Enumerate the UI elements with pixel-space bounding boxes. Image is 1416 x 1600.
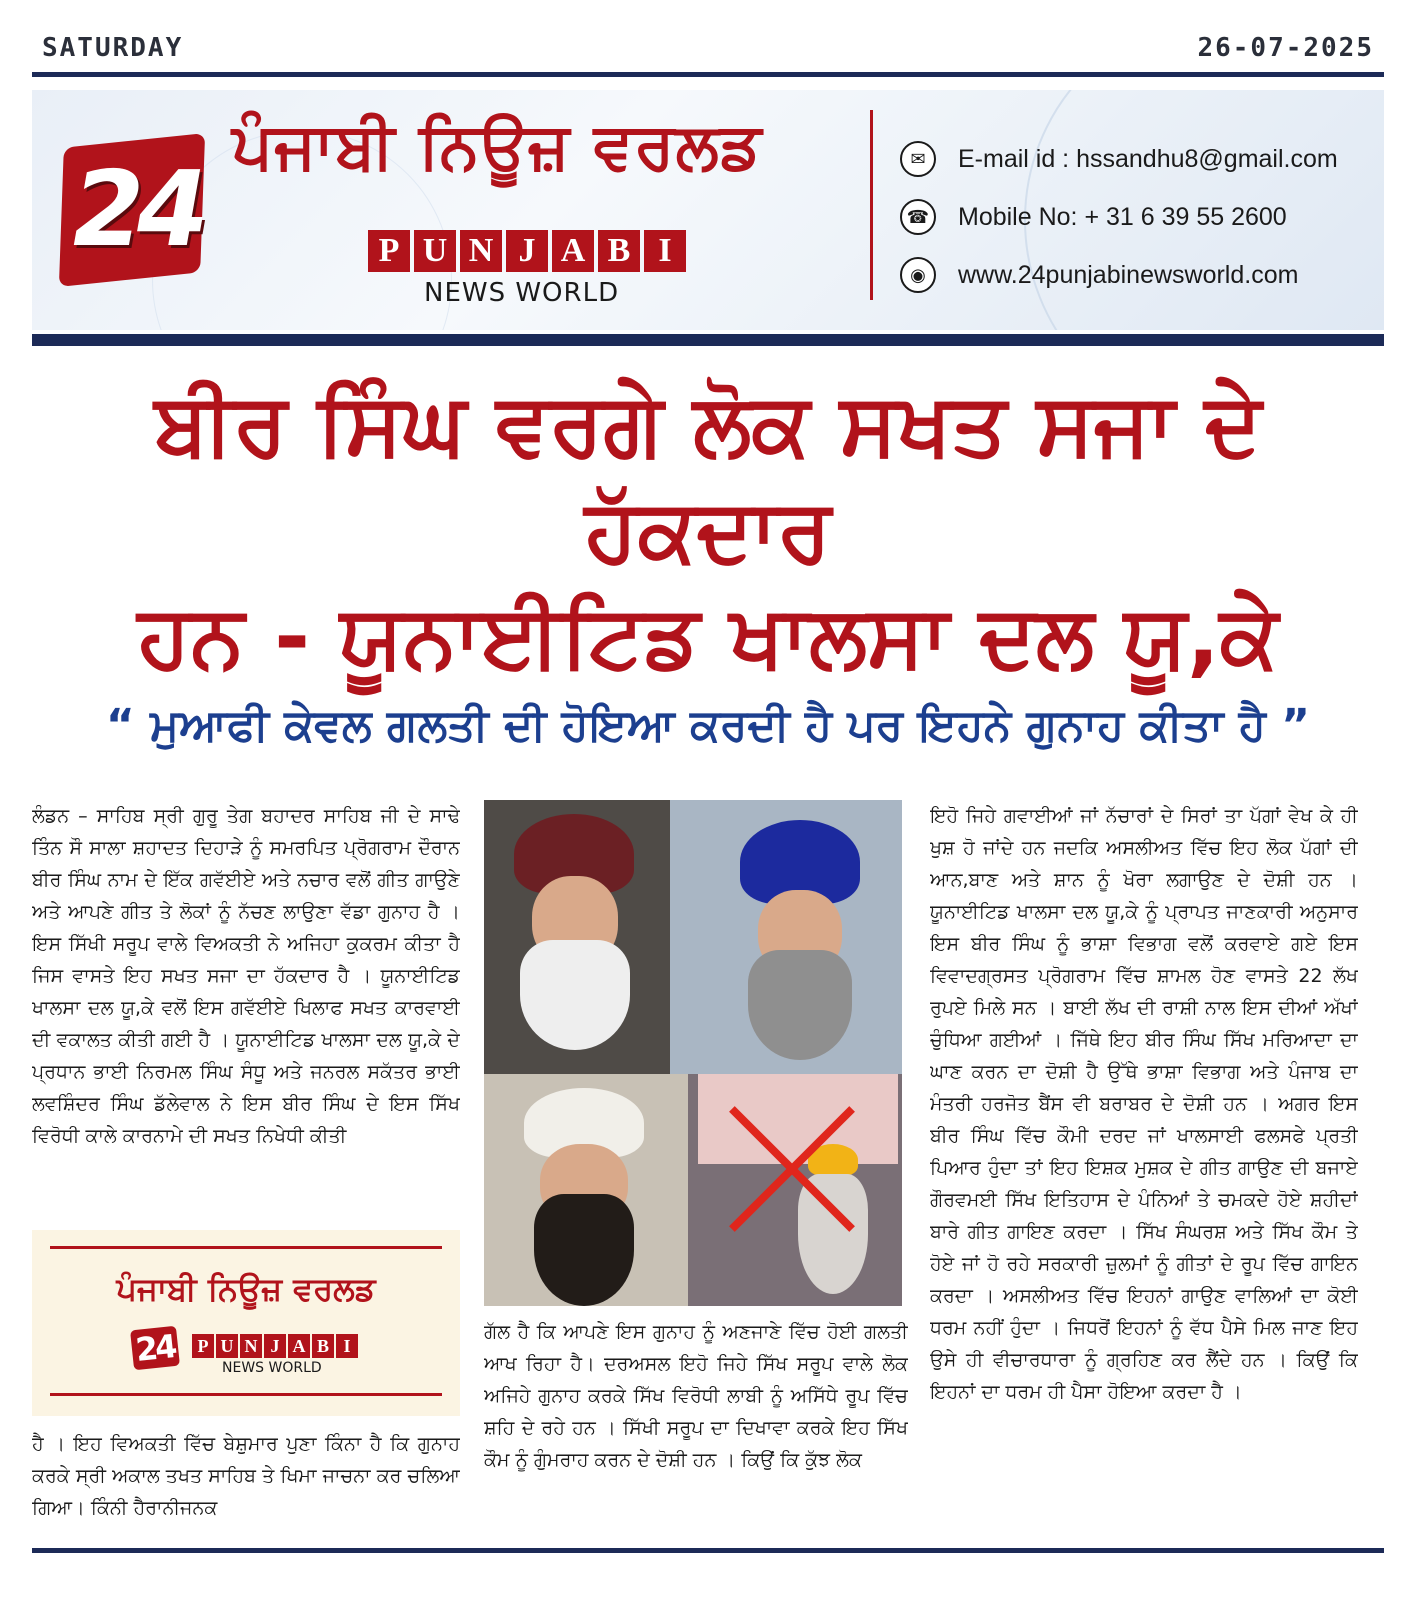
contact-email-text: E-mail id : hssandhu8@gmail.com [958,144,1338,173]
brand-subtitle: NEWS WORLD [424,278,620,308]
date-label: 26-07-2025 [1197,33,1374,63]
brand-letter: A [552,230,594,272]
email-icon: ✉ [900,141,936,177]
globe-icon: ◉ [900,257,936,293]
ad-brand-letter: I [336,1334,358,1358]
beard-shape [748,950,852,1060]
brand-ad-box [32,1230,460,1416]
ad-brand-subtitle: NEWS WORLD [222,1360,322,1376]
phone-icon: ☎ [900,199,936,235]
masthead-rule [32,334,1384,346]
brand-letter: U [414,230,456,272]
ad-brand-letter: N [240,1334,262,1358]
photo-man-blue-turban [670,800,902,1074]
brand-letter: B [598,230,640,272]
top-rule [32,72,1384,77]
article-column-left-top: ਲੰਡਨ – ਸਾਹਿਬ ਸ੍ਰੀ ਗੁਰੂ ਤੇਗ ਬਹਾਦਰ ਸਾਹਿਬ ਜੀ ਦੇ ਸਾਢੇ ਤਿੰਨ ਸੌ ਸਾਲਾ ਸ਼ਹਾਦਤ ਦਿਹਾੜੇ ਨੂੰ ਸਮਰਪਿਤ ਪ੍ਰੋਗਰਾਮ ਦੌਰਾਨ ਬੀਰ ਸਿੰਘ ਨਾਮ ਦੇ ਇੱਕ ਗਵੱਈਏ ਅਤੇ ਨਚਾਰ ਵਲੋਂ ਗੀਤ ਗਾਉਣੇ ਅਤੇ ਆਪਣੇ ਗੀਤ ਤੇ ਲੋਕਾਂ ਨੂੰ ਨੱਚਣ ਲਾਉਣਾ ਵੱਡਾ ਗੁਨਾਹ ਹੈ । ਇਸ ਸਿੱਖੀ ਸਰੂਪ ਵਾਲੇ ਵਿਅਕਤੀ ਨੇ ਅਜਿਹਾ ਕੁਕਰਮ ਕੀਤਾ ਹੈ ਜਿਸ ਵਾਸਤੇ ਇਹ ਸਖਤ ਸਜਾ ਦਾ ਹੱਕਦਾਰ ਹੈ । ਯੂਨਾਈਟਿਡ ਖਾਲਸਾ ਦਲ ਯੂ,ਕੇ ਵਲੋਂ ਇਸ ਗਵੱਈਏ ਖਿਲਾਫ ਸਖਤ ਕਾਰਵਾਈ ਦੀ ਵਕਾਲਤ ਕੀਤੀ ਗਈ ਹੈ । ਯੂਨਾਈਟਿਡ ਖਾਲਸਾ ਦਲ ਯੂ,ਕੇ ਦੇ ਪ੍ਰਧਾਨ ਭਾਈ ਨਿਰਮਲ ਸਿੰਘ ਸੰਧੂ ਅਤੇ ਜਨਰਲ ਸਕੱਤਰ ਭਾਈ ਲਵਸ਼ਿੰਦਰ ਸਿੰਘ ਡੱਲੇਵਾਲ ਨੇ ਇਸ ਬੀਰ ਸਿੰਘ ਦੇ ਇਸ ਸਿੱਖ ਵਿਰੋਧੀ ਕਾਲੇ ਕਾਰਨਾਮੇ ਦੀ ਸਖਤ ਨਿਖੇਧੀ ਕੀਤੀ [32,805,460,1147]
contact-phone-text: Mobile No: + 31 6 39 55 2600 [958,202,1287,231]
date-bar [42,28,1374,68]
bottom-rule [32,1548,1384,1553]
contact-website-text: www.24punjabinewsworld.com [958,260,1299,289]
article-column-middle-bottom: ਗੱਲ ਹੈ ਕਿ ਆਪਣੇ ਇਸ ਗੁਨਾਹ ਨੂੰ ਅਣਜਾਣੇ ਵਿੱਚ ਹੋਈ ਗਲਤੀ ਆਖ ਰਿਹਾ ਹੈ। ਦਰਅਸਲ ਇਹੋ ਜਿਹੇ ਸਿੱਖ ਸਰੂਪ ਵਾਲੇ ਲੋਕ ਅਜਿਹੇ ਗੁਨਾਹ ਕਰਕੇ ਸਿੱਖ ਵਿਰੋਧੀ ਲਾਬੀ ਨੂੰ ਅਸਿੱਧੇ ਰੂਪ ਵਿੱਚ ਸ਼ਹਿ ਦੇ ਰਹੇ ਹਨ । ਸਿੱਖੀ ਸਰੂਪ ਦਾ ਦਿਖਾਵਾ ਕਰਕੇ ਇਹ ਸਿੱਖ ਕੌਮ ਨੂੰ ਗੁੰਮਰਾਹ ਕਰਨ ਦੇ ਦੋਸ਼ੀ ਹਨ । ਕਿਉਂ ਕਿ ਕੁੱਝ ਲੋਕ [484,1321,908,1471]
brand-punjabi: ਪੰਜਾਬੀ ਨਿਊਜ਼ ਵਰਲਡ [232,110,763,184]
beard-shape [520,940,630,1050]
photo-man-maroon-turban [484,800,670,1074]
ad-logo-number: 24 [130,1326,180,1371]
ad-brand-letter: J [264,1334,286,1358]
contact-email[interactable] [900,130,1338,188]
photo-man-white-turban [484,1074,688,1306]
day-label: SATURDAY [42,33,184,63]
subheadline: “ ਮੁਆਫੀ ਕੇਵਲ ਗਲਤੀ ਦੀ ਹੋਇਆ ਕਰਦੀ ਹੈ ਪਰ ਇਹਨੇ ਗੁਨਾਹ ਕੀਤਾ ਹੈ ” [105,700,1311,751]
brand-letter: J [506,230,548,272]
masthead-divider [870,110,873,300]
headline [32,372,1384,690]
logo-number: 24 [61,148,212,270]
ad-brand-letter: B [312,1334,334,1358]
ad-rule-top [50,1246,442,1249]
contact-list [900,130,1338,304]
ad-brand-letter: U [216,1334,238,1358]
brand-letter: P [368,230,410,272]
photo-stage-performance-crossed [688,1074,902,1306]
contact-website[interactable] [900,246,1338,304]
brand-letter: I [644,230,686,272]
headline-line-2: ਹਨ - ਯੂਨਾਈਟਿਡ ਖਾਲਸਾ ਦਲ ਯੂ,ਕੇ [137,587,1279,687]
ad-brand-letter: A [288,1334,310,1358]
article-column-right: ਇਹੋ ਜਿਹੇ ਗਵਾਈਆਂ ਜਾਂ ਨੱਚਾਰਾਂ ਦੇ ਸਿਰਾਂ ਤਾ ਪੱਗਾਂ ਵੇਖ ਕੇ ਹੀ ਖੁਸ਼ ਹੋ ਜਾਂਦੇ ਹਨ ਜਦਕਿ ਅਸਲੀਅਤ ਵਿੱਚ ਇਹ ਲੋਕ ਪੱਗਾਂ ਦੀ ਆਨ,ਬਾਣ ਅਤੇ ਸ਼ਾਨ ਨੂੰ ਖੋਰਾ ਲਗਾਉਣ ਦੇ ਦੋਸ਼ੀ ਹਨ । ਯੂਨਾਈਟਿਡ ਖਾਲਸਾ ਦਲ ਯੂ,ਕੇ ਨੂੰ ਪ੍ਰਾਪਤ ਜਾਣਕਾਰੀ ਅਨੁਸਾਰ ਇਸ ਬੀਰ ਸਿੰਘ ਨੂੰ ਭਾਸ਼ਾ ਵਿਭਾਗ ਵਲੋਂ ਕਰਵਾਏ ਗਏ ਇਸ ਵਿਵਾਦਗ੍ਰਸਤ ਪ੍ਰੋਗਰਾਮ ਵਿੱਚ ਸ਼ਾਮਲ ਹੋਣ ਵਾਸਤੇ 22 ਲੱਖ ਰੁਪਏ ਮਿਲੇ ਸਨ । ਬਾਈ ਲੱਖ ਦੀ ਰਾਸ਼ੀ ਨਾਲ ਇਸ ਦੀਆਂ ਅੱਖਾਂ ਚੁੰਧਿਆ ਗਈਆਂ । ਜਿੱਥੇ ਇਹ ਬੀਰ ਸਿੰਘ ਸਿੱਖ ਮਰਿਆਦਾ ਦਾ ਘਾਣ ਕਰਨ ਦਾ ਦੋਸ਼ੀ ਹੈ ਉੱਥੇ ਭਾਸ਼ਾ ਵਿਭਾਗ ਅਤੇ ਪੰਜਾਬ ਦਾ ਮੰਤਰੀ ਹਰਜੋਤ ਬੈਂਸ ਵੀ ਬਰਾਬਰ ਦੇ ਦੋਸ਼ੀ ਹਨ । ਅਗਰ ਇਸ ਬੀਰ ਸਿੰਘ ਵਿੱਚ ਕੌਮੀ ਦਰਦ ਜਾਂ ਖਾਲਸਾਈ ਫਲਸਫੇ ਪ੍ਰਤੀ ਪਿਆਰ ਹੁੰਦਾ ਤਾਂ ਇਹ ਇਸ਼ਕ ਮੁਸ਼ਕ ਦੇ ਗੀਤ ਗਾਉਣ ਦੀ ਬਜਾਏ ਗੌਰਵਮਈ ਸਿੱਖ ਇਤਿਹਾਸ ਦੇ ਪੰਨਿਆਂ ਤੇ ਚਮਕਦੇ ਹੋਏ ਸ਼ਹੀਦਾਂ ਬਾਰੇ ਗੀਤ ਗਾਇਣ ਕਰਦਾ । ਸਿੱਖ ਸੰਘਰਸ਼ ਅਤੇ ਸਿੱਖ ਕੌਮ ਤੇ ਹੋਏ ਜਾਂ ਹੋ ਰਹੇ ਸਰਕਾਰੀ ਜ਼ੁਲਮਾਂ ਨੂੰ ਗੀਤਾਂ ਦੇ ਰੂਪ ਵਿੱਚ ਗਾਇਨ ਕਰਦਾ । ਅਸਲੀਅਤ ਵਿੱਚ ਇਹਨਾਂ ਗਾਉਣ ਵਾਲਿਆਂ ਦਾ ਕੋਈ ਧਰਮ ਨਹੀਂ ਹੁੰਦਾ । ਜਿਧਰੋਂ ਇਹਨਾਂ ਨੂੰ ਵੱਧ ਪੈਸੇ ਮਿਲ ਜਾਣ ਇਹ ਉਸੇ ਹੀ ਵੀਚਾਰਧਾਰਾ ਨੂੰ ਗ੍ਰਹਿਣ ਕਰ ਲੈਂਦੇ ਹਨ । ਕਿਉਂ ਕਿ ਇਹਨਾਂ ਦਾ ਧਰਮ ਹੀ ਪੈਸਾ ਹੋਇਆ ਕਰਦਾ ਹੈ । [930,805,1358,1403]
brand-letters [368,230,686,272]
ad-brand-letters [192,1334,358,1358]
headline-line-1: ਬੀਰ ਸਿੰਘ ਵਰਗੇ ਲੋਕ ਸਖਤ ਸਜਾ ਦੇ ਹੱਕਦਾਰ [154,375,1262,581]
beard-shape [534,1194,634,1306]
logo-24 [62,140,212,280]
ad-brand-punjabi: ਪੰਜਾਬੀ ਨਿਊਜ਼ ਵਰਲਡ [116,1270,376,1308]
ad-brand-letter: P [192,1334,214,1358]
ad-rule-bottom [50,1393,442,1396]
contact-phone[interactable] [900,188,1338,246]
brand-letter: N [460,230,502,272]
article-column-left-bottom: ਹੈ । ਇਹ ਵਿਅਕਤੀ ਵਿੱਚ ਬੇਸ਼ੁਮਾਰ ਪੁਣਾ ਕਿੰਨਾ ਹੈ ਕਿ ਗੁਨਾਹ ਕਰਕੇ ਸ੍ਰੀ ਅਕਾਲ ਤਖਤ ਸਾਹਿਬ ਤੇ ਖਿਮਾ ਜਾਚਨਾ ਕਰ ਚਲਿਆ ਗਿਆ। ਕਿੰਨੀ ਹੈਰਾਨੀਜਨਕ [32,1433,460,1519]
masthead [32,90,1384,330]
red-cross-mark [718,1094,868,1244]
